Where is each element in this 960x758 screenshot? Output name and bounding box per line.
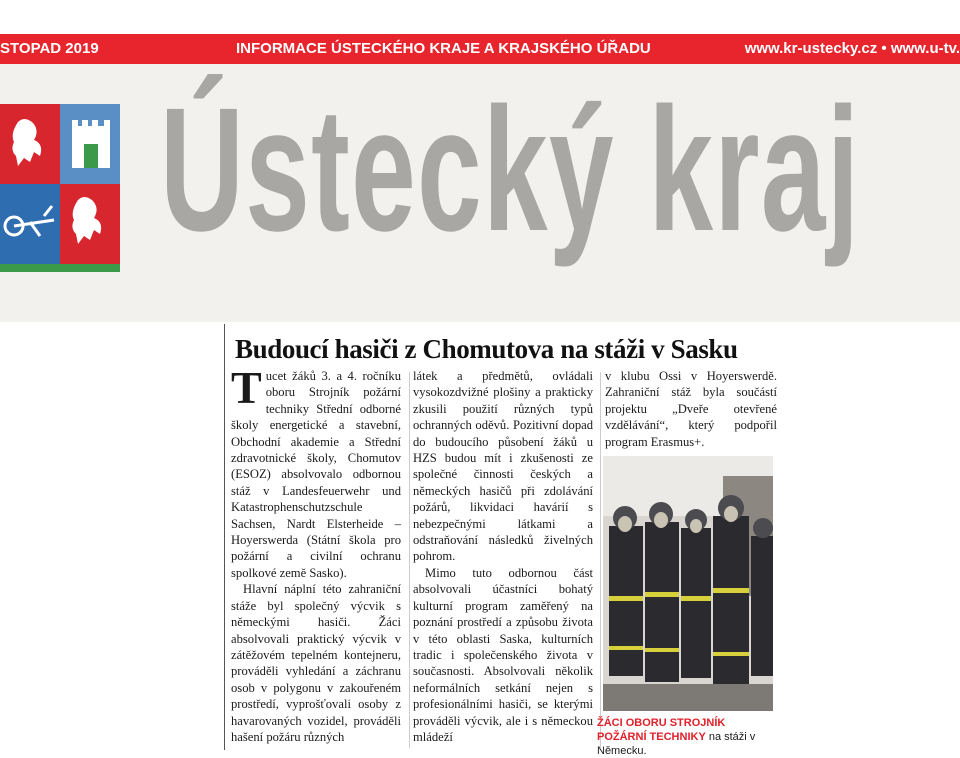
photo-caption — [597, 716, 777, 758]
coat-of-arms-icon — [0, 104, 120, 272]
article-column-1 — [231, 362, 401, 745]
column-divider — [600, 372, 601, 748]
drop-cap: T — [231, 362, 262, 413]
article-column-2 — [413, 368, 593, 745]
article-headline: Budoucí hasiči z Chomutova na stáži v Sasku — [235, 334, 738, 364]
header-urls: www.kr-ustecky.cz • www.u-tv. — [744, 40, 960, 57]
paragraph — [231, 362, 401, 581]
issue-date: STOPAD 2019 — [0, 40, 99, 57]
paragraph: Mimo tuto odbornou část absolvovali účastníci bohatý kulturní program zaměřený na poznání prostředí a způsobu života v této oblasti Saska, kulturních tradic i společenského života v současnosti. Absolvovali několik neformálních setkání nejen s profesionálními hasiči, se kterými prováděli výcvik, ale i s německou mládeží — [413, 565, 593, 744]
article-column-3 — [605, 368, 777, 450]
paragraph: látek a předmětů, ovládali vysokozdvižné plošiny a prakticky zkusili použití různých typů ochranných oděvů. Pozitivní dopad do budoucího působení žáků u HZS budou mít i zkušenosti ze společné činnosti českých a německých hasičů při zdolávání požárů, likvidaci havárií s nebezpečnými látkami a odstraňování následků živelných pohrom. — [413, 369, 593, 564]
paragraph-text: ucet žáků 3. a 4. ročníku oboru Strojník požární techniky Střední odborné školy energetické a stavební, Obchodní akademie a Střední zdravotnické školy, Chomutov (ESOZ) absolvovalo odbornou stáž v Landesfeuerwehr und Katastrophenschutzschule Sachsen, Nardt Elsterheide – Hoyerswerda (Státní škola pro požární a civilní ochranu spolkové země Sasko). — [231, 369, 401, 580]
caption-strong: ŽÁCI OBORU STROJNÍK POŽÁRNÍ TECHNIKY — [597, 717, 726, 743]
masthead-title: Ústecký kraj — [160, 72, 861, 268]
paragraph: Hlavní náplní této zahraniční stáže byl společný výcvik s německými hasiči. Žáci absolvovali praktický výcvik v zátěžovém tepelném kontejneru, prováděli vyhledání a záchranu osob v polygonu v zakouřeném prostředí, vyprošťovali osoby z havarovaných vozidel, prováděli hašení požáru různých — [231, 582, 401, 744]
firefighters-photo — [603, 456, 773, 711]
header-bar — [0, 34, 960, 64]
column-divider — [409, 372, 410, 748]
article — [224, 324, 785, 757]
paragraph: v klubu Ossi v Hoyerswerdě. Zahraniční stáž byla součástí projektu „Dveře otevřené vzdělávání“, který podpořil program Erasmus+. — [605, 369, 777, 449]
header-subtitle: INFORMACE ÚSTECKÉHO KRAJE A KRAJSKÉHO ÚŘADU — [236, 40, 651, 57]
caption-rest: na stáži v Německu. — [597, 731, 756, 757]
